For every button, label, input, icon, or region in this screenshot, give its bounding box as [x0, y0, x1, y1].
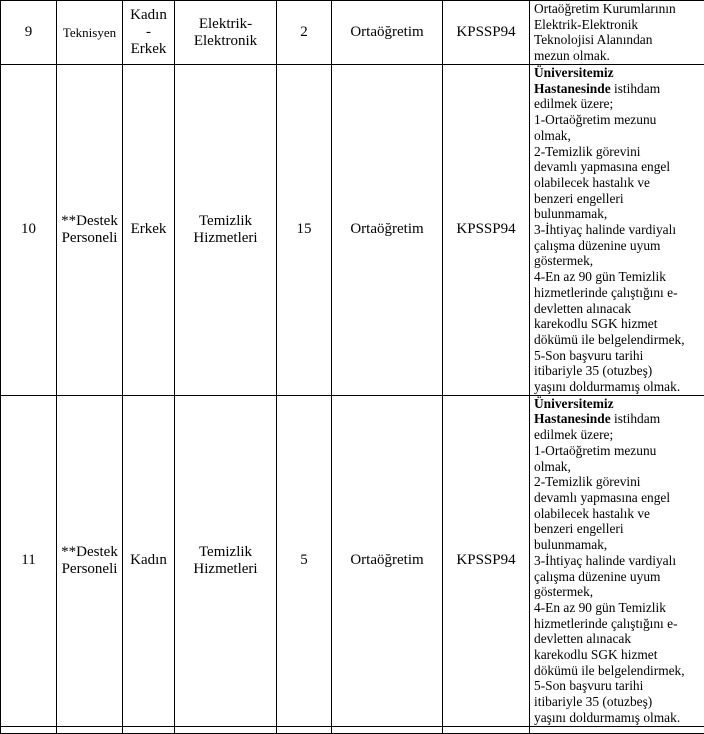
requirement-line	[534, 81, 702, 97]
position-title-cell	[57, 395, 123, 726]
gender-cell	[123, 65, 175, 396]
requirement-line	[534, 363, 702, 379]
requirement-line	[534, 285, 702, 301]
requirement-line	[534, 411, 702, 427]
gender-cell	[123, 395, 175, 726]
score-type: KPSSP94	[443, 395, 530, 726]
position-title-cell	[57, 65, 123, 396]
requirement-line	[534, 647, 702, 663]
requirement-line	[534, 521, 702, 537]
position-title-line: Personeli	[60, 561, 119, 578]
table-row	[1, 1, 704, 65]
requirement-line	[534, 537, 702, 553]
requirement-text: itibariyle 35 (otuzbeş)	[534, 694, 652, 709]
score-type: KPSSP94	[443, 1, 530, 65]
requirement-text: 3-İhtiyaç halinde vardiyalı	[534, 222, 676, 237]
requirement-text: Teknolojisi Alanından	[534, 32, 652, 47]
requirement-text: dökümü ile belgelendirmek,	[534, 663, 685, 678]
requirement-text: istihdam	[611, 81, 660, 96]
position-title-line: **Destek	[60, 544, 119, 561]
requirement-text: devletten alınacak	[534, 301, 631, 316]
requirement-text: 5-Son başvuru tarihi	[534, 678, 643, 693]
table-row	[1, 395, 704, 726]
requirement-line	[534, 396, 702, 412]
requirement-text: devletten alınacak	[534, 631, 631, 646]
requirement-line	[534, 128, 702, 144]
requirement-text: 5-Son başvuru tarihi	[534, 348, 643, 363]
requirement-text: olabilecek hastalık ve	[534, 506, 650, 521]
gender-line: Erkek	[126, 221, 171, 238]
requirement-line	[534, 710, 702, 726]
requirement-line	[534, 379, 702, 395]
table-row	[1, 65, 704, 396]
requirement-line	[534, 427, 702, 443]
field-line: Elektrik-	[178, 16, 273, 33]
requirement-line	[534, 474, 702, 490]
education-level: Ortaöğretim	[332, 395, 443, 726]
requirement-line	[534, 316, 702, 332]
requirement-text: devamlı yapmasına engel	[534, 490, 670, 505]
gender-line: Kadın	[126, 552, 171, 569]
requirement-line	[534, 222, 702, 238]
gender-cell	[123, 1, 175, 65]
requirement-text: edilmek üzere;	[534, 96, 613, 111]
row-number: 11	[1, 395, 57, 726]
gender-line: Erkek	[126, 41, 171, 58]
row-number: 10	[1, 65, 57, 396]
requirement-text: mezun olmak.	[534, 48, 610, 63]
requirement-text: benzeri engelleri	[534, 521, 624, 536]
requirement-line	[534, 206, 702, 222]
requirement-line	[534, 253, 702, 269]
requirement-line	[534, 663, 702, 679]
requirement-line	[534, 96, 702, 112]
requirement-bold-text: Hastanesinde	[534, 411, 611, 426]
requirement-text: bulunmamak,	[534, 206, 607, 221]
requirement-text: Elektrik-Elektronik	[534, 17, 638, 32]
requirement-text: hizmetlerinde çalıştığını e-	[534, 616, 678, 631]
requirement-text: 4-En az 90 gün Temizlik	[534, 269, 666, 284]
requirement-line	[534, 159, 702, 175]
field-cell	[175, 65, 277, 396]
requirements-cell	[530, 395, 704, 726]
field-line: Hizmetleri	[178, 561, 273, 578]
requirements-cell	[530, 65, 704, 396]
table-row-continuation	[1, 726, 704, 733]
requirement-text: göstermek,	[534, 584, 593, 599]
requirement-text: hizmetlerinde çalıştığını e-	[534, 285, 678, 300]
position-title-line: **Destek	[60, 213, 119, 230]
requirement-text: benzeri engelleri	[534, 191, 624, 206]
requirement-text: 3-İhtiyaç halinde vardiyalı	[534, 553, 676, 568]
requirement-line	[534, 348, 702, 364]
requirement-line	[534, 269, 702, 285]
requirement-text: 2-Temizlik görevini	[534, 144, 641, 159]
education-level: Ortaöğretim	[332, 65, 443, 396]
requirement-text: dökümü ile belgelendirmek,	[534, 332, 685, 347]
requirement-line	[534, 32, 702, 48]
row-number: 9	[1, 1, 57, 65]
requirement-text: istihdam	[611, 411, 660, 426]
requirement-line	[534, 65, 702, 81]
requirement-line	[534, 459, 702, 475]
gender-line: Kadın	[126, 7, 171, 24]
education-level: Ortaöğretim	[332, 1, 443, 65]
field-line: Hizmetleri	[178, 230, 273, 247]
requirement-bold-text: Üniversitemiz	[534, 396, 614, 411]
requirement-text: karekodlu SGK hizmet	[534, 647, 657, 662]
requirement-text: itibariyle 35 (otuzbeş)	[534, 363, 652, 378]
requirement-text: çalışma düzenine uyum	[534, 238, 660, 253]
requirement-text: 1-Ortaöğretim mezunu	[534, 112, 656, 127]
requirement-text: edilmek üzere;	[534, 427, 613, 442]
requirement-bold-text: Hastanesinde	[534, 81, 611, 96]
requirement-line	[534, 301, 702, 317]
requirement-line	[534, 631, 702, 647]
requirement-bold-text: Üniversitemiz	[534, 65, 614, 80]
requirement-text: olmak,	[534, 128, 571, 143]
requirement-text: yaşını doldurmamış olmak.	[534, 710, 680, 725]
position-title: Teknisyen	[57, 1, 123, 65]
requirement-line	[534, 144, 702, 160]
requirement-line	[534, 332, 702, 348]
requirement-text: çalışma düzenine uyum	[534, 569, 660, 584]
requirement-line	[534, 584, 702, 600]
requirement-line	[534, 238, 702, 254]
quota-count: 2	[277, 1, 332, 65]
requirement-line	[534, 506, 702, 522]
requirement-line	[534, 17, 702, 33]
field-line: Temizlik	[178, 544, 273, 561]
field-line: Elektronik	[178, 33, 273, 50]
position-title-line: Personeli	[60, 230, 119, 247]
score-type: KPSSP94	[443, 65, 530, 396]
gender-line: -	[126, 24, 171, 41]
requirement-line	[534, 191, 702, 207]
requirement-line	[534, 112, 702, 128]
requirement-line	[534, 490, 702, 506]
requirement-line	[534, 616, 702, 632]
requirement-text: devamlı yapmasına engel	[534, 159, 670, 174]
field-cell	[175, 395, 277, 726]
requirement-line	[534, 175, 702, 191]
requirement-text: karekodlu SGK hizmet	[534, 316, 657, 331]
quota-count: 5	[277, 395, 332, 726]
requirement-text: göstermek,	[534, 253, 593, 268]
requirements-cell	[530, 1, 704, 65]
requirement-text: yaşını doldurmamış olmak.	[534, 379, 680, 394]
requirement-line	[534, 678, 702, 694]
requirement-line	[534, 600, 702, 616]
requirement-line	[534, 443, 702, 459]
field-cell	[175, 1, 277, 65]
requirement-line	[534, 694, 702, 710]
requirement-line	[534, 569, 702, 585]
requirement-text: 2-Temizlik görevini	[534, 474, 641, 489]
quota-count: 15	[277, 65, 332, 396]
field-line: Temizlik	[178, 213, 273, 230]
requirement-line	[534, 553, 702, 569]
requirement-text: olabilecek hastalık ve	[534, 175, 650, 190]
requirement-text: olmak,	[534, 459, 571, 474]
requirement-text: Ortaöğretim Kurumlarının	[534, 1, 676, 16]
requirement-text: bulunmamak,	[534, 537, 607, 552]
requirement-line	[534, 1, 702, 17]
requirement-line	[534, 48, 702, 64]
requirement-text: 4-En az 90 gün Temizlik	[534, 600, 666, 615]
requirement-text: 1-Ortaöğretim mezunu	[534, 443, 656, 458]
